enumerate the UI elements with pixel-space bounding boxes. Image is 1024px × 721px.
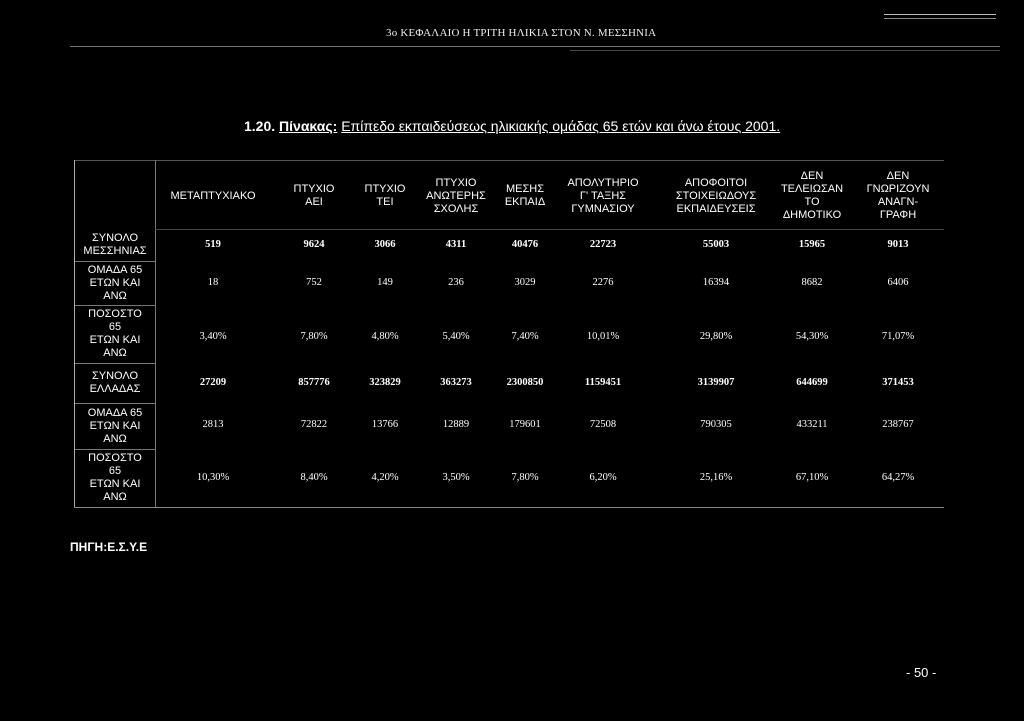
table-cell: 12889 [442, 419, 470, 430]
row-label: ΠΟΣΟΣΤΟ 65 ΕΤΩΝ ΚΑΙ ΑΝΩ [88, 308, 142, 359]
top-rule-secondary [884, 18, 996, 19]
table-cell: 238767 [882, 419, 914, 430]
table-border-top [74, 160, 944, 161]
column-header: ΑΠΟΦΟΙΤΟΙ ΣΤΟΙΧΕΙΩΔΟΥΣ ΕΚΠΑΙΔΕΥΣΕΙΣ [675, 176, 757, 215]
table-cell: 15965 [798, 239, 826, 250]
table-cell: 55003 [702, 239, 730, 250]
table-cell: 179601 [509, 419, 541, 430]
table-cell: 752 [306, 277, 322, 288]
table-cell: 519 [205, 239, 221, 250]
table-cell: 9013 [887, 239, 909, 250]
table-cell: 3,50% [442, 472, 470, 483]
row-separator [75, 305, 155, 306]
row-label: ΟΜΑΔΑ 65 ΕΤΩΝ ΚΑΙ ΑΝΩ [87, 406, 143, 445]
table-title-number: 1.20. [244, 118, 276, 134]
table-cell: 236 [448, 277, 464, 288]
table-cell: 7,80% [300, 331, 328, 342]
table-cell: 2300850 [506, 377, 544, 388]
table-cell: 64,27% [881, 472, 915, 483]
table-cell: 6,20% [589, 472, 617, 483]
column-header: ΠΤΥΧΙΟ ΑΝΩΤΕΡΗΣ ΣΧΟΛΗΣ [426, 176, 486, 215]
column-header: ΔΕΝ ΓΝΩΡΙΖΟΥΝ ΑΝΑΓΝ- ΓΡΑΦΗ [866, 170, 930, 221]
row-separator [75, 261, 155, 262]
table-cell: 10,30% [196, 472, 230, 483]
column-header: ΜΕΤΑΠΤΥΧΙΑΚΟ [170, 189, 256, 202]
table-cell: 40476 [511, 239, 539, 250]
column-header: ΠΤΥΧΙΟ ΑΕΙ [293, 183, 335, 208]
table-title-word: Πίνακας: [279, 118, 338, 134]
table-cell: 857776 [298, 377, 330, 388]
table-cell: 2813 [202, 419, 224, 430]
table-cell: 3066 [374, 239, 396, 250]
running-head: 3ο ΚΕΦΑΛΑΙΟ Η ΤΡΙΤΗ ΗΛΙΚΙΑ ΣΤΟΝ Ν. ΜΕΣΣΗΝΙΑ [386, 27, 657, 39]
table-cell: 371453 [882, 377, 914, 388]
row-label: ΠΟΣΟΣΤΟ 65 ΕΤΩΝ ΚΑΙ ΑΝΩ [88, 452, 142, 503]
table-cell: 644699 [796, 377, 828, 388]
row-separator [75, 449, 155, 450]
column-header: ΑΠΟΛΥΤΗΡΙΟ Γ' ΤΑΞΗΣ ΓΥΜΝΑΣΙΟΥ [567, 176, 639, 215]
table-cell: 363273 [440, 377, 472, 388]
table-cell: 9624 [303, 239, 325, 250]
table-border-bottom [74, 507, 944, 508]
table-cell: 4,80% [371, 331, 399, 342]
table-label-column-border [155, 160, 156, 508]
row-separator [75, 363, 155, 364]
table-cell: 29,80% [699, 331, 733, 342]
row-label: ΟΜΑΔΑ 65 ΕΤΩΝ ΚΑΙ ΑΝΩ [87, 263, 143, 302]
table-cell: 433211 [796, 419, 828, 430]
table-cell: 4311 [445, 239, 467, 250]
table-header-underline [155, 229, 944, 230]
table-cell: 2276 [592, 277, 614, 288]
table-cell: 5,40% [442, 331, 470, 342]
table-cell: 27209 [199, 377, 227, 388]
column-header: ΜΕΣΗΣ ΕΚΠΑΙΔ [504, 183, 546, 208]
table-border-left [74, 160, 75, 508]
table-cell: 3139907 [697, 377, 735, 388]
table-cell: 67,10% [795, 472, 829, 483]
table-cell: 8682 [801, 277, 823, 288]
row-label: ΣΥΝΟΛΟ ΕΛΛΑΔΑΣ [89, 370, 141, 395]
table-cell: 149 [377, 277, 393, 288]
table-cell: 6406 [887, 277, 909, 288]
table-cell: 323829 [369, 377, 401, 388]
table-cell: 8,40% [300, 472, 328, 483]
table-cell: 71,07% [881, 331, 915, 342]
table-cell: 7,80% [511, 472, 539, 483]
header-rule [70, 46, 1000, 47]
table-cell: 13766 [371, 419, 399, 430]
table-cell: 3,40% [199, 331, 227, 342]
table-cell: 22723 [589, 239, 617, 250]
table-cell: 790305 [700, 419, 732, 430]
table-cell: 10,01% [586, 331, 620, 342]
top-rule [884, 14, 996, 15]
row-label: ΣΥΝΟΛΟ ΜΕΣΣΗΝΙΑΣ [83, 232, 147, 257]
page-number: - 50 - [906, 665, 937, 680]
header-rule-secondary [570, 50, 1000, 51]
source-note: ΠΗΓΗ:Ε.Σ.Υ.Ε [70, 540, 148, 554]
table-cell: 7,40% [511, 331, 539, 342]
table-title-text: Επίπεδο εκπαιδεύσεως ηλικιακής ομάδας 65 ετών και άνω έτους 2001. [341, 118, 781, 134]
table-cell: 18 [207, 277, 219, 288]
table-cell: 4,20% [371, 472, 399, 483]
table-cell: 54,30% [795, 331, 829, 342]
table-cell: 3029 [514, 277, 536, 288]
column-header: ΠΤΥΧΙΟ ΤΕΙ [364, 183, 406, 208]
table-cell: 72508 [589, 419, 617, 430]
column-header: ΔΕΝ ΤΕΛΕΙΩΣΑΝ ΤΟ ΔΗΜΟΤΙΚΟ [780, 170, 844, 221]
table-cell: 1159451 [584, 377, 622, 388]
row-separator [75, 403, 155, 404]
table-cell: 25,16% [699, 472, 733, 483]
table-cell: 72822 [300, 419, 328, 430]
table-cell: 16394 [702, 277, 730, 288]
table-title [244, 118, 780, 134]
